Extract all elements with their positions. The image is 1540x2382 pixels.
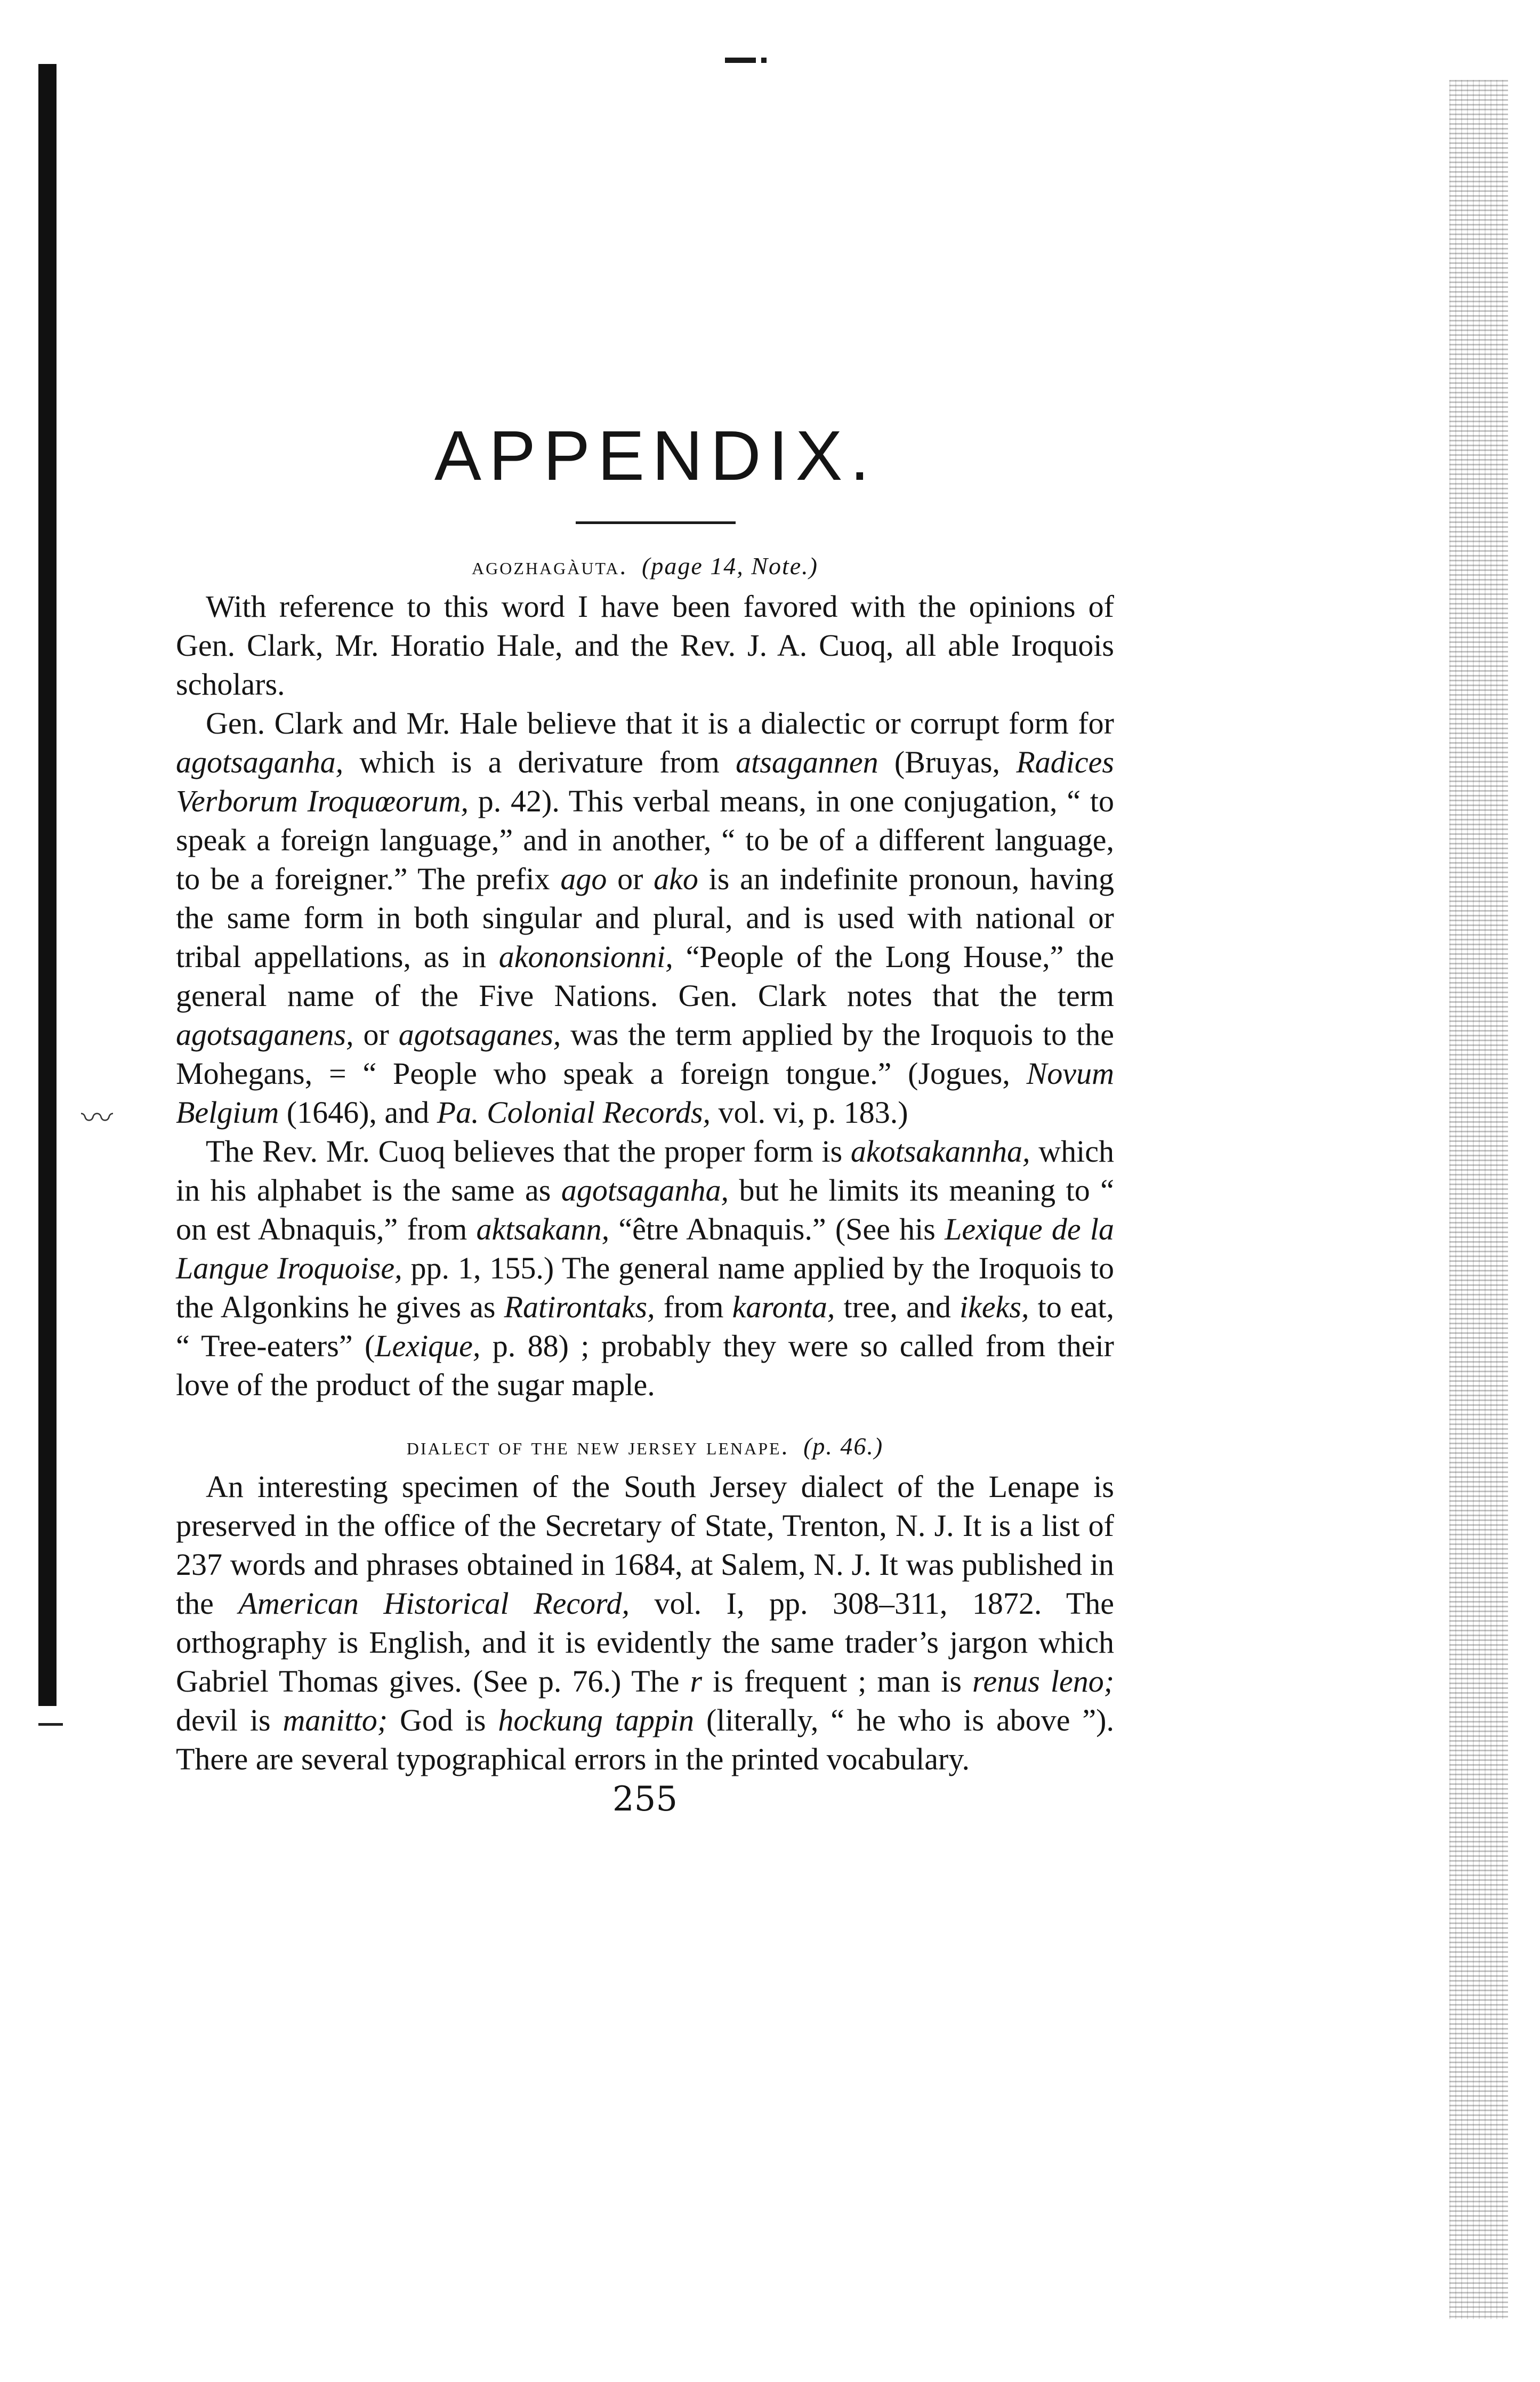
margin-pencil-mark-icon: 〰	[81, 1100, 113, 1137]
paragraph-4: An interesting specimen of the South Jersey dialect of the Lenape is preserved in the office of the Secretary of State, Trenton, N. J. It is a list of 237 words and phrases obtained in 1684, at Salem, N. J. It was published in the American Historical Record, vol. I, pp. 308–311, 1872. The orthography is English, and it is evidently the same trader’s jargon which Gabriel Thomas gives. (See p. 76.) The r is frequent ; man is renus leno; devil is manitto; God is hockung tappin (literally, “ he who is above ”). There are several typographical errors in the printed vocabulary.	[176, 1469, 1115, 1776]
page-title: APPENDIX.	[434, 416, 877, 495]
paragraph-2: Gen. Clark and Mr. Hale believe that it is a dialectic or corrupt form for agotsaganha, which is a derivature from atsagannen (Bruyas, Radices Verborum Iroquœorum, p. 42). This verbal means, in one conjugation, “ to speak a foreign language,” and in another, “ to be of a different language, to be a foreigner.” The prefix ago or ako is an indefinite pronoun, having the same form in both singular and plural, and is used with national or tribal appellations, as in akononsionni, “People of the Long House,” the general name of the Five Nations. Gen. Clark notes that the term agotsaganens, or agotsaganes, was the term applied by the Iroquois to the Mohegans, = “ People who speak a foreign tongue.” (Jogues, Novum Belgium (1646), and Pa. Colonial Records, vol. vi, p. 183.)	[176, 706, 1114, 1130]
section-heading-lenape	[176, 1426, 1114, 1467]
paragraph-1: With reference to this word I have been favored with the opinions of Gen. Clark, Mr. Horatio Hale, and the Rev. J. A. Cuoq, all able Iroquois scholars.	[176, 589, 1114, 702]
section-heading-agozhagauta	[176, 545, 1114, 587]
printer-mark-dot	[761, 58, 767, 63]
printer-mark	[725, 58, 756, 63]
title-rule	[576, 521, 736, 524]
page-content	[176, 416, 1114, 1818]
section-heading-ref: (page 14, Note.)	[642, 552, 818, 580]
gutter-tick-mark	[38, 1723, 63, 1726]
scan-edge-noise	[1449, 80, 1508, 2319]
section-heading-ref: (p. 46.)	[803, 1433, 884, 1460]
section-heading-text: dialect of the new jersey lenape.	[406, 1433, 789, 1460]
binding-gutter-bar	[38, 64, 57, 1706]
page-number: 255	[612, 1780, 678, 1819]
section-heading-text: agozhagàuta.	[472, 552, 628, 580]
paragraph-3: The Rev. Mr. Cuoq believes that the proper form is akotsakannha, which in his alphabet is the same as agotsaganha, but he limits its meaning to “ on est Abnaquis,” from aktsakann, “être Abnaquis.” (See his Lexique de la Langue Iroquoise, pp. 1, 155.) The general name applied by the Iroquois to the Algonkins he gives as Ratirontaks, from karonta, tree, and ikeks, to eat, “ Tree-eaters” (Lexique, p. 88) ; probably they were so called from their love of the product of the sugar maple.	[176, 1134, 1115, 1402]
